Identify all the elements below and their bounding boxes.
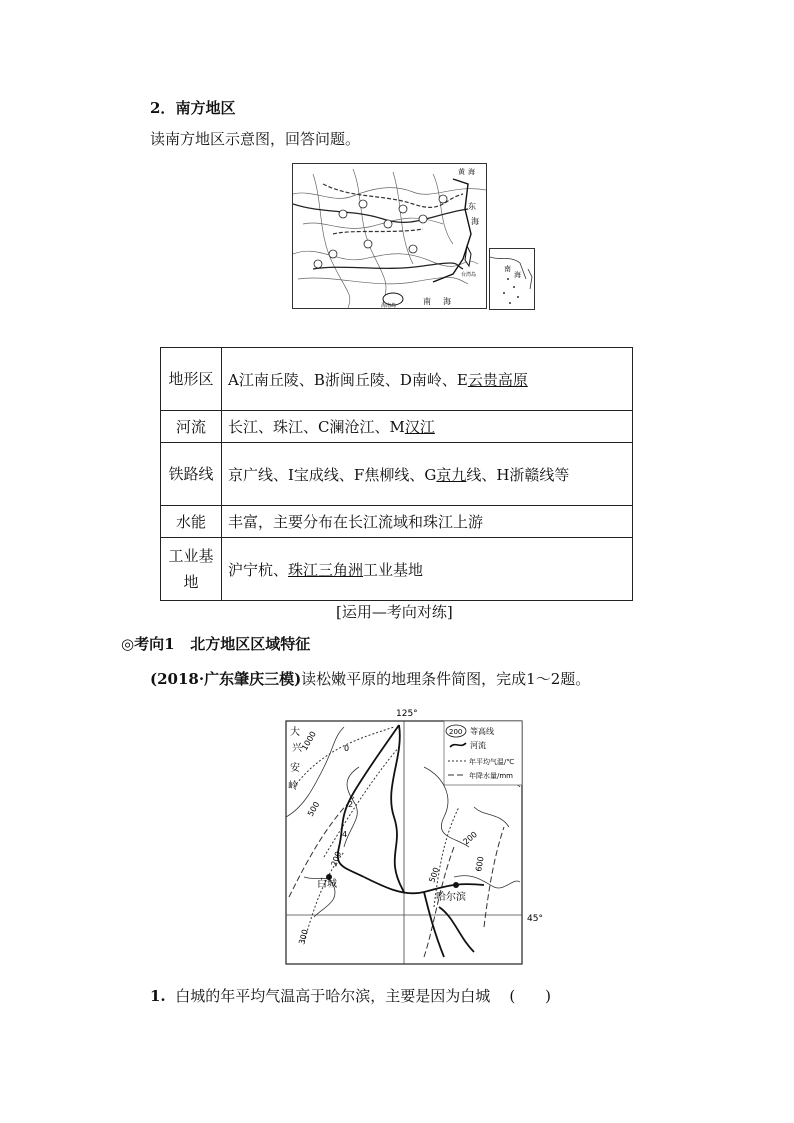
practice-title: [运用—考向对练]: [336, 603, 453, 621]
cell-text: A江南丘陵、B浙闽丘陵、D南岭、E: [228, 370, 468, 389]
cell-text: 工业基地: [363, 560, 424, 579]
cell-underlined: 云贵高原: [467, 370, 528, 389]
label-0: 0: [344, 744, 350, 753]
section-title: 南方地区: [175, 99, 236, 117]
cell-text: 沪宁杭、: [228, 560, 289, 579]
map-label-hai2: 海: [468, 168, 475, 176]
map-label-east: 东: [468, 202, 476, 211]
legend-river: 河流: [470, 741, 486, 750]
map-label-taiwan: 台湾岛: [461, 272, 477, 278]
table-header-cell: 铁路线: [161, 443, 222, 506]
label-ling: 岭: [288, 781, 298, 792]
question-intro-text: 读松嫩平原的地理条件简图，完成1～2题。: [301, 670, 591, 688]
label-baicheng: 白城: [317, 879, 337, 890]
inset-label-hai: 海: [514, 271, 521, 279]
label-an: 安: [290, 763, 300, 774]
section-number: 2．: [150, 99, 176, 117]
map-label-huang: 黄: [458, 168, 465, 176]
question-intro: [150, 669, 590, 689]
label-500a: 500: [305, 800, 322, 818]
table-row: [161, 348, 633, 411]
south-china-sea-inset: [489, 248, 535, 310]
label-da: 大: [290, 727, 300, 738]
map-label-hainan: 海南岛: [381, 303, 397, 308]
table-content-cell: [222, 538, 633, 601]
haerbin-dot: [453, 882, 459, 888]
question-1-number: 1.: [150, 987, 166, 1005]
table-row: [161, 411, 633, 443]
table-header-cell: 工业基地: [161, 538, 222, 601]
south-map-drawing: [293, 164, 486, 308]
map-label-nan: 南: [423, 297, 431, 306]
legend-contour: 等高线: [470, 727, 494, 736]
map-label-nanhai: 海: [443, 297, 451, 306]
question-1: [150, 986, 551, 1006]
kaoxiang-heading: [121, 634, 310, 654]
table-content-cell: [222, 411, 633, 443]
legend-temp: 年平均气温/℃: [469, 758, 515, 766]
table-row: [161, 538, 633, 601]
kaoxiang-label: ◎考向1: [121, 635, 175, 653]
table-content-cell: [222, 348, 633, 411]
legend-precip: 年降水量/mm: [469, 772, 513, 780]
south-region-table: [160, 347, 633, 601]
cell-underlined: 珠江三角洲: [288, 560, 364, 579]
cell-underlined: 京九: [436, 465, 467, 484]
lon-label: 125°: [396, 709, 418, 719]
table-row: [161, 506, 633, 538]
cell-text: 长江、珠江、C澜沧江、M: [228, 418, 405, 436]
south-china-map: [292, 163, 487, 309]
cell-underlined: 汉江: [404, 418, 435, 436]
label-haerbin: 哈尔滨: [436, 892, 466, 903]
songnen-map: [284, 707, 546, 967]
table-header-cell: 地形区: [161, 348, 222, 411]
kaoxiang-title: 北方地区区域特征: [190, 635, 311, 653]
cell-text: 京广线、Ⅰ宝成线、F焦柳线、G: [228, 465, 437, 484]
label-200a: 200: [329, 850, 344, 868]
lat-label: 45°: [527, 914, 543, 924]
table-header-cell: 水能: [161, 506, 222, 538]
table-row: [161, 443, 633, 506]
question-1-bracket: ( ): [509, 987, 552, 1005]
label-4: 4: [342, 830, 348, 839]
cell-text: 线、H浙赣线等: [466, 465, 570, 484]
legend-contour-value: 200: [449, 728, 463, 736]
label-500b: 500: [427, 866, 442, 884]
table-content-cell: [222, 443, 633, 506]
inset-drawing: [490, 249, 534, 309]
question-1-text: 白城的年平均气温高于哈尔滨，主要是因为白城: [175, 987, 491, 1005]
label-xing: 兴: [292, 743, 302, 754]
label-200b: 200: [461, 829, 479, 847]
songnen-map-drawing: [284, 707, 546, 967]
cell-text: 丰富，主要分布在长江流域和珠江上游: [228, 513, 484, 531]
table-header-cell: 河流: [161, 411, 222, 443]
label-600: 600: [474, 855, 486, 873]
label-1000: 1000: [299, 729, 318, 752]
section-instruction: 读南方地区示意图，回答问题。: [150, 130, 361, 148]
map-label-sea: 海: [471, 217, 479, 226]
label-300: 300: [297, 928, 310, 946]
inset-label-nan: 南: [504, 265, 511, 273]
question-source: (2018·广东肇庆三模): [150, 670, 302, 688]
table-content-cell: [222, 506, 633, 538]
section-heading: [150, 98, 235, 118]
label-2: 2: [348, 800, 354, 809]
